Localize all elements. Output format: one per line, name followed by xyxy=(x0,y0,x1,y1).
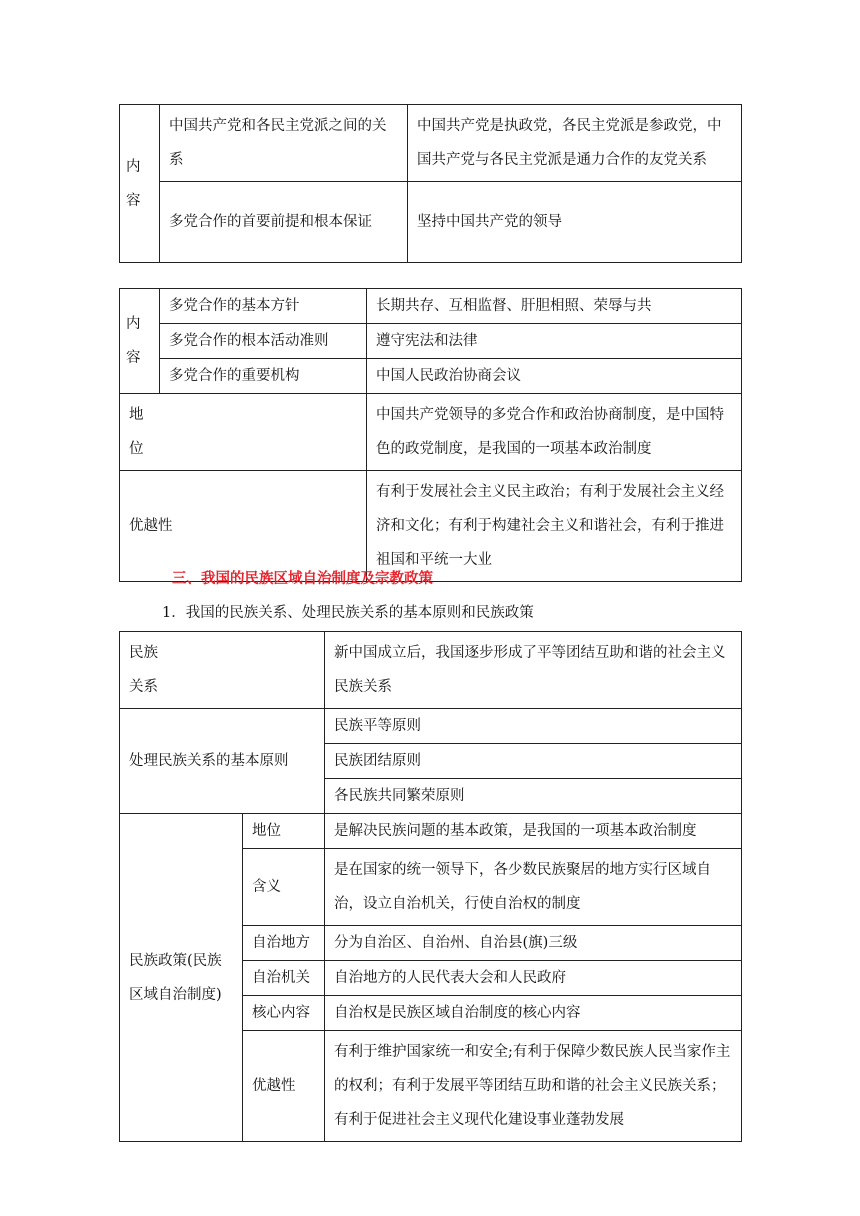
table-cell-item: 多党合作的基本方针 xyxy=(160,289,367,324)
policy-item: 核心内容 xyxy=(243,996,325,1031)
policy-value: 自治地方的人民代表大会和人民政府 xyxy=(325,961,742,996)
table-cell-item: 多党合作的根本活动准则 xyxy=(160,324,367,359)
status-value: 中国共产党领导的多党合作和政治协商制度，是中国特色的政党制度，是我国的一项基本政治制度 xyxy=(367,394,742,471)
policy-item: 地位 xyxy=(243,814,325,849)
ethnic-policy-table xyxy=(119,631,742,1142)
content-side-label: 内 容 xyxy=(120,289,160,394)
policy-value: 分为自治区、自治州、自治县(旗)三级 xyxy=(325,926,742,961)
party-relations-table xyxy=(119,104,742,263)
table-cell-item: 中国共产党和各民主党派之间的关系 xyxy=(160,105,408,182)
sub-heading: 1．我国的民族关系、处理民族关系的基本原则和民族政策 xyxy=(162,605,534,621)
ethnic-relations-label: 民族 关系 xyxy=(120,632,325,709)
advantage-label: 优越性 xyxy=(120,471,367,582)
table-cell-item: 多党合作的首要前提和根本保证 xyxy=(160,182,408,263)
policy-value: 是在国家的统一领导下，各少数民族聚居的地方实行区域自治，设立自治机关，行使自治权的制度 xyxy=(325,849,742,926)
policy-item: 含义 xyxy=(243,849,325,926)
policy-label: 民族政策(民族 区域自治制度) xyxy=(120,814,243,1142)
section-heading: 三、我国的民族区域自治制度及宗教政策 xyxy=(172,571,433,587)
ethnic-relations-value: 新中国成立后，我国逐步形成了平等团结互助和谐的社会主义民族关系 xyxy=(325,632,742,709)
multi-party-cooperation-table xyxy=(119,288,742,582)
policy-value: 自治权是民族区域自治制度的核心内容 xyxy=(325,996,742,1031)
principle-item: 民族平等原则 xyxy=(325,709,742,744)
principle-item: 民族团结原则 xyxy=(325,744,742,779)
advantage-value: 有利于发展社会主义民主政治；有利于发展社会主义经济和文化；有利于构建社会主义和谐社会，有利于推进祖国和平统一大业 xyxy=(367,471,742,582)
table-cell-value: 中国人民政治协商会议 xyxy=(367,359,742,394)
table-cell-value: 长期共存、互相监督、肝胆相照、荣辱与共 xyxy=(367,289,742,324)
content-side-label: 内 容 xyxy=(120,105,160,263)
policy-item: 优越性 xyxy=(243,1031,325,1142)
table-cell-value: 遵守宪法和法律 xyxy=(367,324,742,359)
principles-label: 处理民族关系的基本原则 xyxy=(120,709,325,814)
table-cell-value: 中国共产党是执政党，各民主党派是参政党，中国共产党与各民主党派是通力合作的友党关系 xyxy=(408,105,742,182)
policy-value: 有利于维护国家统一和安全;有利于保障少数民族人民当家作主的权利；有利于发展平等团结互助和谐的社会主义民族关系；有利于促进社会主义现代化建设事业蓬勃发展 xyxy=(325,1031,742,1142)
principle-item: 各民族共同繁荣原则 xyxy=(325,779,742,814)
table-cell-item: 多党合作的重要机构 xyxy=(160,359,367,394)
policy-item: 自治机关 xyxy=(243,961,325,996)
table-cell-value: 坚持中国共产党的领导 xyxy=(408,182,742,263)
policy-value: 是解决民族问题的基本政策，是我国的一项基本政治制度 xyxy=(325,814,742,849)
status-label: 地 位 xyxy=(120,394,367,471)
policy-item: 自治地方 xyxy=(243,926,325,961)
